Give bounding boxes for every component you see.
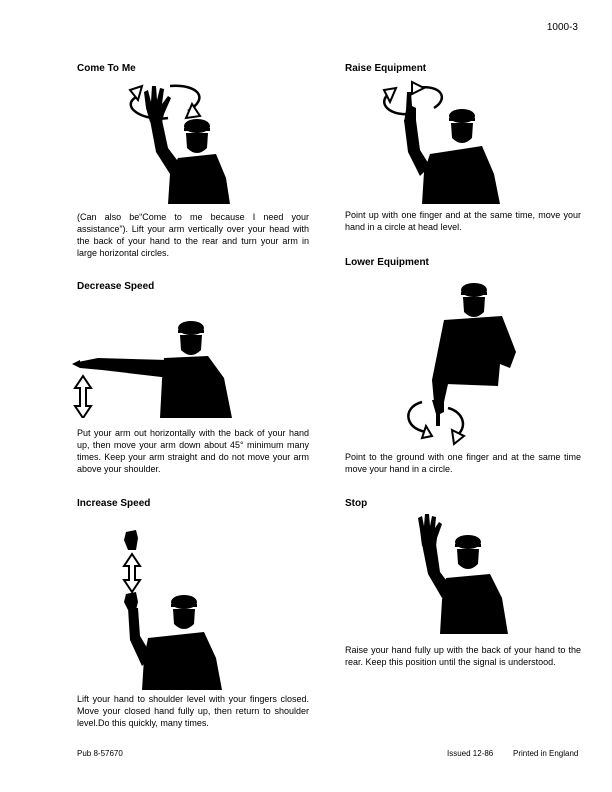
title-increase-speed: Increase Speed: [77, 498, 151, 509]
footer-issued: Issued 12-86: [447, 749, 494, 758]
title-lower-equipment: Lower Equipment: [345, 257, 429, 268]
lower-equipment-illustration: [398, 280, 526, 450]
title-decrease-speed: Decrease Speed: [77, 281, 155, 292]
stop-illustration: [410, 512, 520, 634]
description-raise-equipment: Point up with one finger and at the same time, move your hand in a circle at head level.: [345, 210, 581, 232]
come-to-me-illustration: [108, 78, 248, 204]
page-number: 1000-3: [546, 22, 578, 33]
raise-equipment-illustration: [370, 80, 510, 204]
description-lower-equipment: Point to the ground with one finger and at the same time move your hand in a circle.: [345, 452, 581, 474]
description-stop: Raise your hand fully up with the back of your hand to the rear. Keep this position until the signal is understood.: [345, 645, 581, 667]
title-come-to-me: Come To Me: [77, 63, 136, 74]
increase-speed-illustration: [118, 526, 228, 690]
title-raise-equipment: Raise Equipment: [345, 63, 427, 74]
footer-publication: Pub 8-57670: [77, 749, 123, 758]
description-increase-speed: Lift your hand to shoulder level with your fingers closed. Move your closed hand fully up, then return to shoulder level.Do this quickly, many times.: [77, 694, 309, 728]
decrease-speed-illustration: [68, 318, 238, 418]
description-decrease-speed: Put your arm out horizontally with the back of your hand up, then move your arm down about 45° minimum many times. Keep your arm straight and do not move your arm above your shoulder.: [77, 428, 309, 474]
title-stop: Stop: [345, 498, 368, 509]
footer-printed: Printed in England: [513, 749, 579, 758]
description-come-to-me: (Can also be“Come to me because I need your assistance”). Lift your arm vertically over your head with the back of your hand to the rear and turn your arm in large horizontal circles.: [77, 212, 309, 258]
